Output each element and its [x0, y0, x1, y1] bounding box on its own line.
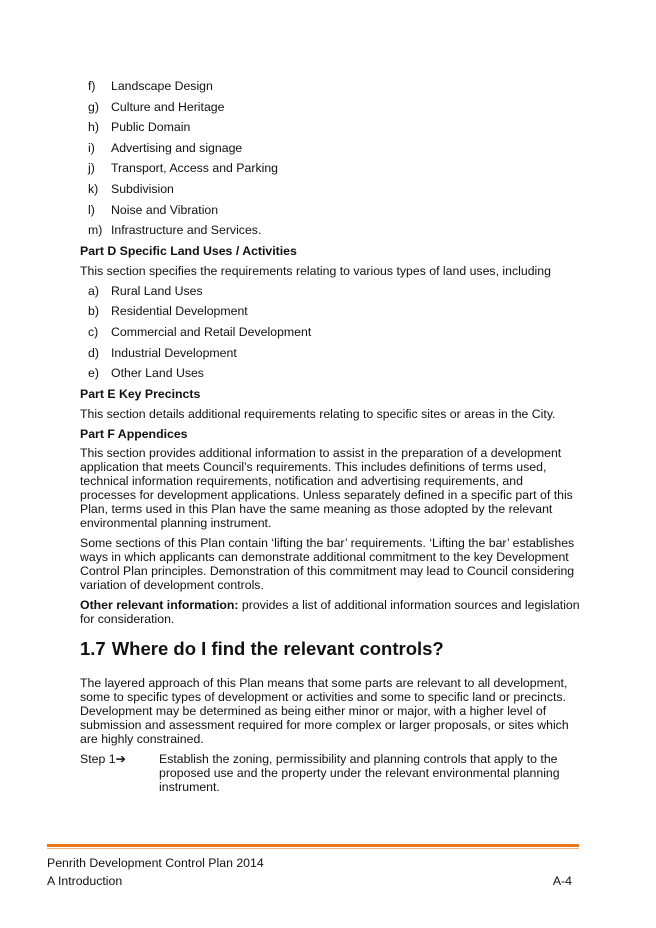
list-item: b) Residential Development: [88, 304, 248, 319]
list-item: c) Commercial and Retail Development: [88, 324, 312, 339]
section-heading-1-7: [80, 638, 580, 660]
list-item: l) Noise and Vibration: [88, 202, 219, 217]
list-item: j) Transport, Access and Parking: [88, 161, 278, 176]
step-text: Establish the zoning, permissibility and planning controls that apply to the proposed use and the property under the relevant environmental planning instrument.: [159, 751, 560, 794]
step-1: [80, 752, 580, 794]
list-item: m) Infrastructure and Services.: [88, 223, 262, 238]
section-number: 1.7: [80, 637, 106, 659]
footer-rule: [47, 844, 579, 847]
list-item: d) Industrial Development: [88, 345, 237, 360]
other-information-paragraph: [80, 598, 580, 626]
footer-page-number: A-4: [552, 874, 572, 888]
part-e-text: This section details additional requirements relating to specific sites or areas in the City.: [80, 406, 556, 421]
page-content: [80, 78, 580, 794]
section-1-7-paragraph: The layered approach of this Plan means that some parts are relevant to all development, some to specific types of development or activities and some to specific land or precincts. Development may be determined as being either minor or major, with a higher level of submission and assessment required for more complex or larger proposals, or sites which are highly constrained.: [80, 675, 569, 746]
list-item: g) Culture and Heritage: [88, 99, 225, 114]
part-d-heading: Part D Specific Land Uses / Activities: [80, 243, 297, 258]
footer-section: A Introduction: [47, 874, 123, 888]
part-f-paragraph-2: Some sections of this Plan contain ‘lifting the bar’ requirements. ‘Lifting the bar’ establishes ways in which applicants can demonstrate additional commitment to the key Development Control Plan principles. Demonstration of this commitment may lead to Council considering variation of development controls.: [80, 535, 575, 592]
list-item: f) Landscape Design: [88, 79, 213, 93]
other-information-text: provides a list of additional information sources and legislation for consideration.: [80, 597, 580, 626]
footer-document-title: Penrith Development Control Plan 2014: [47, 856, 264, 870]
step-label: Step 1➔: [80, 751, 126, 766]
part-f-paragraph-1: This section provides additional information to assist in the preparation of a development application that meets Council’s requirements. This includes definitions of terms used, technical information requirements, notification and advertising requirements, and processes for development applications. Unless separately defined in a specific part of this Plan, terms used in this Plan have the same meaning as those adopted by the relevant environmental planning instrument.: [80, 445, 573, 530]
list-item: a) Rural Land Uses: [88, 283, 203, 298]
footer-rule-shadow: [47, 848, 579, 849]
part-e-heading: Part E Key Precincts: [80, 386, 201, 401]
list-item: e) Other Land Uses: [88, 366, 204, 381]
footer-line: [47, 873, 572, 889]
list-item: k) Subdivision: [88, 181, 174, 196]
section-title: Where do I find the relevant controls?: [111, 637, 444, 659]
other-information-label: Other relevant information:: [80, 597, 239, 612]
list-land-uses: [80, 283, 580, 386]
part-f-heading: Part F Appendices: [80, 426, 188, 441]
list-item: h) Public Domain: [88, 120, 191, 135]
list-item: i) Advertising and signage: [88, 140, 243, 155]
list-landscape-items: [80, 78, 580, 243]
part-d-intro: This section specifies the requirements relating to various types of land uses, including: [80, 263, 551, 278]
